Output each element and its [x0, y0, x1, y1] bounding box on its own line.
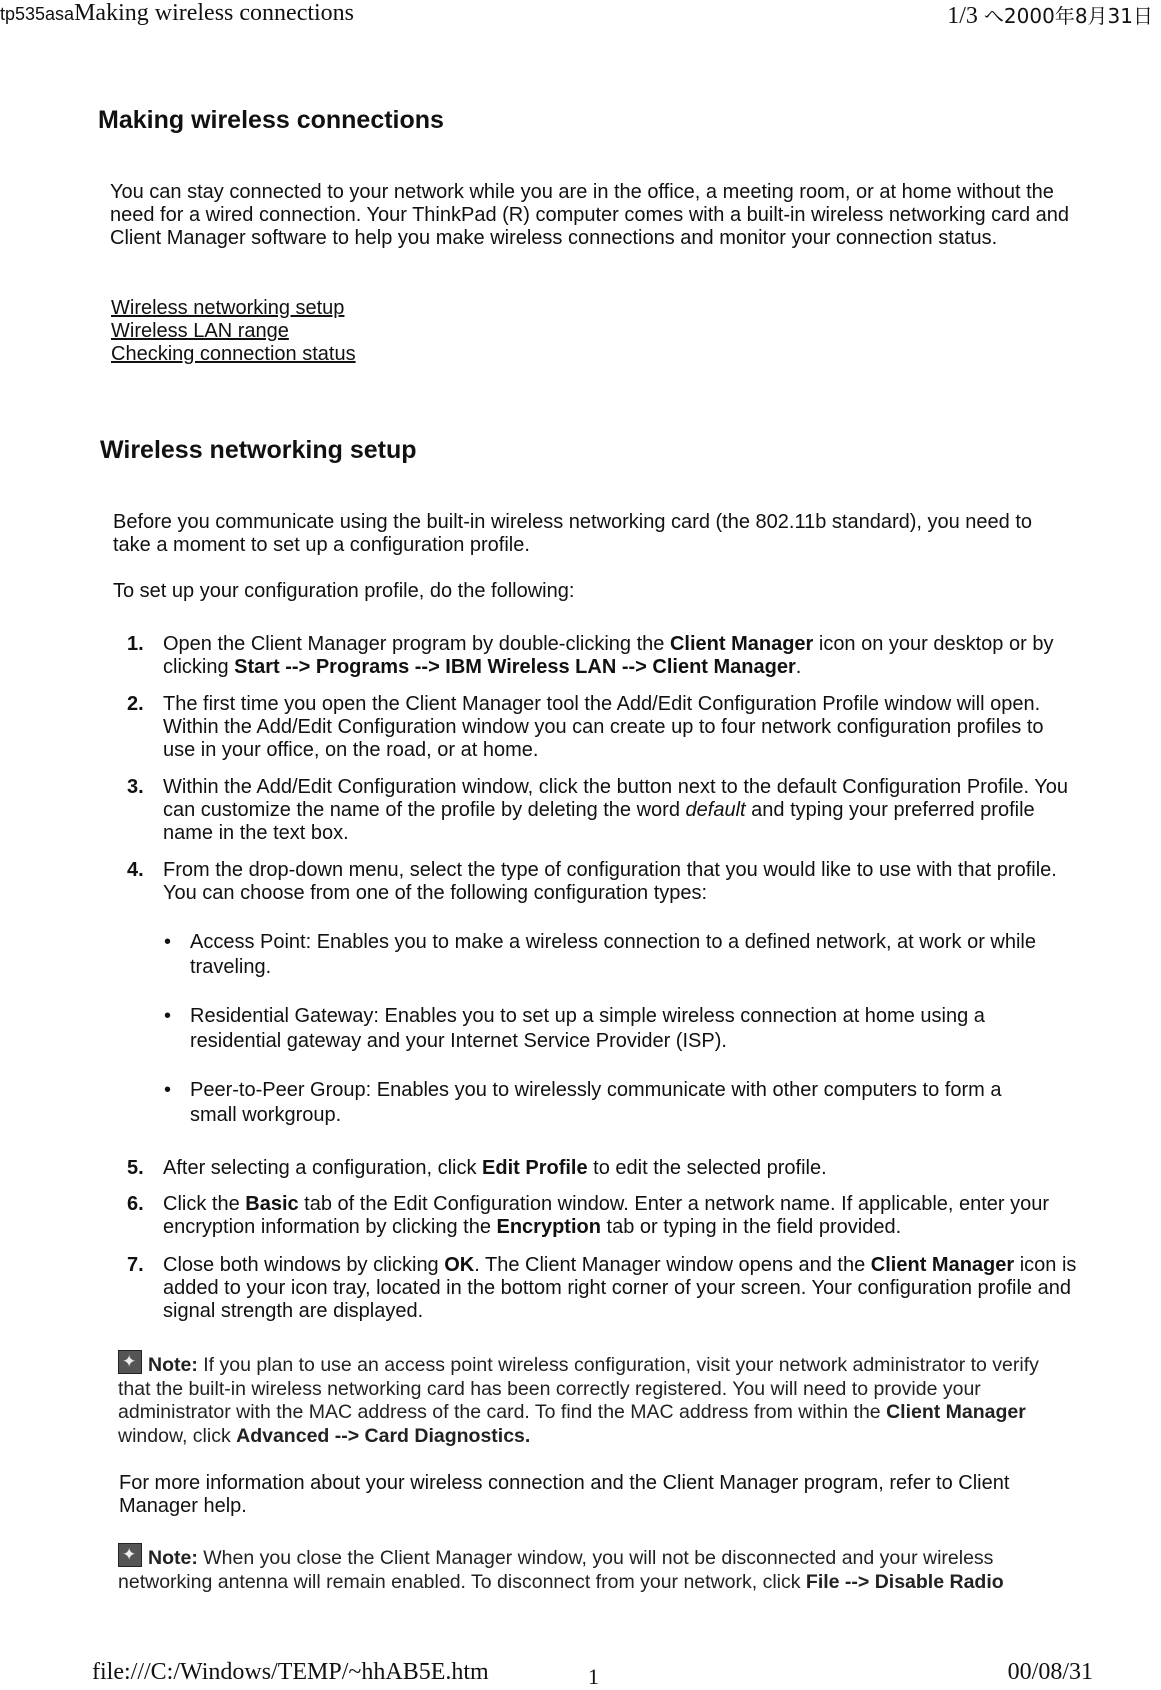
footer-file-path: file:///C:/Windows/TEMP/~hhAB5E.htm	[92, 1659, 489, 1685]
step-text: The first time you open the Client Manager tool the Add/Edit Configuration Profile window will open. Within the Add/Edit Configuration window you can create up to four network configuration profiles to use in your office, on the road, or at home.	[163, 693, 1044, 761]
page-header-left	[0, 0, 354, 27]
link-checking-connection-status[interactable]: Checking connection status	[111, 343, 356, 365]
step-text: Close both windows by clicking OK. The Client Manager window opens and the Client Manager icon is added to your icon tray, located in the bottom right corner of your screen. Your configuration profile and signal strength are displayed.	[163, 1254, 1077, 1322]
note-icon	[118, 1543, 142, 1567]
section-title-making-wireless: Making wireless connections	[98, 106, 444, 134]
header-title: Making wireless connections	[74, 0, 355, 26]
step-number: 5.	[127, 1157, 144, 1179]
setup-intro-paragraph: Before you communicate using the built-in wireless networking card (the 802.11b standard), you need to take a moment to set up a configuration profile.	[113, 511, 1033, 556]
step-text: From the drop-down menu, select the type of configuration that you would like to use with that profile. You can choose from one of the following configuration types:	[163, 859, 1057, 904]
bullet-text: Access Point: Enables you to make a wireless connection to a defined network, at work or while traveling.	[190, 931, 1036, 978]
note-label: Note:	[148, 1547, 198, 1569]
config-type-access-point	[164, 930, 1044, 980]
step-text: Click the Basic tab of the Edit Configuration window. Enter a network name. If applicable, enter your encryption information by clicking the Encryption tab or typing in the field provided.	[163, 1193, 1050, 1238]
step-number: 1.	[127, 633, 144, 655]
step-6	[127, 1193, 1087, 1239]
note-disconnect: ✦Note: When you close the Client Manager window, you will not be disconnected and your wireless networking antenna will remain enabled. To disconnect from your network, click File --> Disable Radio	[118, 1543, 1068, 1594]
footer-page-number: 1	[588, 1664, 599, 1689]
step-text: After selecting a configuration, click Edit Profile to edit the selected profile.	[163, 1157, 827, 1179]
step-2	[127, 693, 1077, 762]
link-wireless-networking-setup[interactable]: Wireless networking setup	[111, 297, 345, 319]
config-type-residential-gateway	[164, 1004, 1044, 1054]
step-1	[127, 633, 1077, 679]
config-type-peer-to-peer	[164, 1078, 1044, 1128]
step-4	[127, 859, 1077, 905]
header-stamp: へ2000年8月31日	[983, 4, 1153, 28]
step-text: Open the Client Manager program by double-clicking the Client Manager icon on your desktop or by clicking Start --> Programs --> IBM Wireless LAN --> Client Manager.	[163, 633, 1054, 678]
header-page-of: 1/3	[947, 3, 978, 29]
step-3	[127, 776, 1077, 845]
bullet-dot: •	[164, 1005, 172, 1027]
bullet-dot: •	[164, 1079, 172, 1101]
bullet-text: Peer-to-Peer Group: Enables you to wirelessly communicate with other computers to form a small workgroup.	[190, 1079, 1002, 1126]
footer-date: 00/08/31	[1007, 1659, 1093, 1685]
intro-paragraph: You can stay connected to your network while you are in the office, a meeting room, or at home without the need for a wired connection. Your ThinkPad (R) computer comes with a built-in wireless networking card and Client Manager software to help you make wireless connections and monitor your connection status.	[110, 181, 1070, 249]
step-number: 7.	[127, 1254, 144, 1276]
page-header-right	[947, 0, 1153, 30]
note-label: Note:	[148, 1354, 198, 1376]
header-tag: tp535asa	[0, 4, 75, 24]
setup-instruction: To set up your configuration profile, do the following:	[113, 580, 575, 602]
section-title-wireless-setup: Wireless networking setup	[100, 436, 417, 464]
topic-links	[111, 297, 356, 366]
bullet-text: Residential Gateway: Enables you to set up a simple wireless connection at home using a residential gateway and your Internet Service Provider (ISP).	[190, 1005, 985, 1052]
step-number: 2.	[127, 693, 144, 715]
bullet-dot: •	[164, 931, 172, 953]
step-5	[127, 1157, 1077, 1180]
step-number: 6.	[127, 1193, 144, 1215]
step-text: Within the Add/Edit Configuration window, click the button next to the default Configuration Profile. You can customize the name of the profile by deleting the word default and typing your preferred profile name in the text box.	[163, 776, 1069, 844]
note-mac-address: ✦Note: If you plan to use an access point wireless configuration, visit your network administrator to verify that the built-in wireless networking card has been correctly registered. You will need to provide your administrator with the MAC address of the card. To find the MAC address from within the Client Manager window, click Advanced --> Card Diagnostics.	[118, 1350, 1068, 1448]
note-icon	[118, 1350, 142, 1374]
more-info-paragraph: For more information about your wireless connection and the Client Manager program, refer to Client Manager help.	[119, 1472, 1010, 1517]
step-number: 4.	[127, 859, 144, 881]
step-number: 3.	[127, 776, 144, 798]
step-7	[127, 1254, 1087, 1323]
link-wireless-lan-range[interactable]: Wireless LAN range	[111, 320, 289, 342]
